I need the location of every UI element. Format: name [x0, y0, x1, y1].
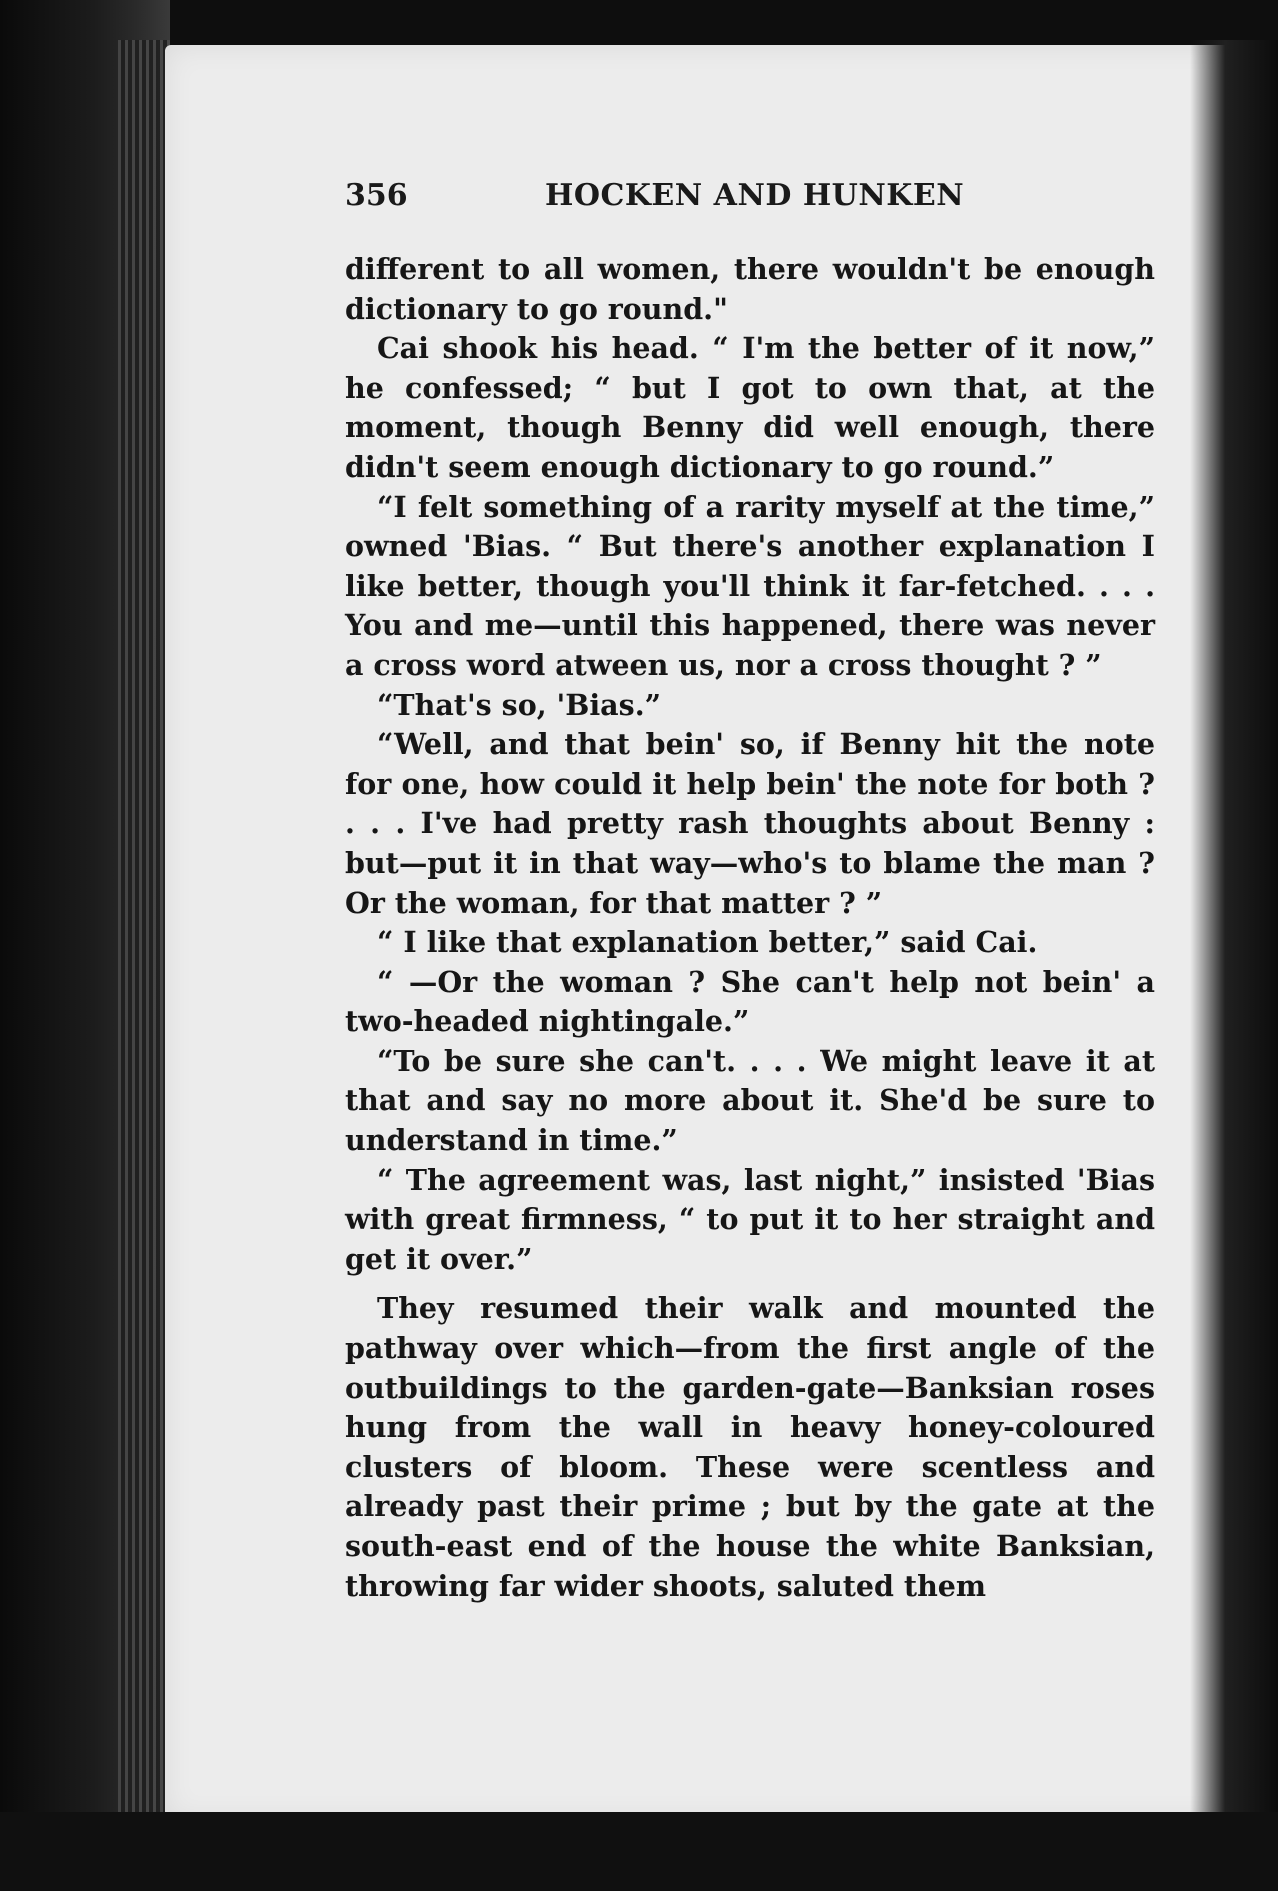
- body-text: [345, 250, 1155, 1606]
- paragraph: different to all women, there wouldn't be enough dictionary to go round.": [345, 252, 1155, 326]
- binding-page-edges: [118, 40, 170, 1820]
- paragraph: “ I like that explanation better,” said Cai.: [377, 925, 1038, 960]
- paragraph: “ —Or the woman ? She can't help not bein' a two-headed nightingale.”: [345, 964, 1155, 1039]
- running-head: HOCKEN AND HUNKEN: [545, 178, 965, 213]
- scan-right-shadow: [1190, 40, 1278, 1891]
- paragraph: “ The agreement was, last night,” insisted 'Bias with great firmness, “ to put it to her straight and get it over.”: [345, 1162, 1155, 1276]
- paragraph: “I felt something of a rarity myself at the time,” owned 'Bias. “ But there's another explanation I like better, though you'll think it far-fetched. . . . You and me—until this happened, there was never a cross word atween us, nor a cross thought ? ”: [345, 489, 1155, 682]
- scan-bottom-border: [0, 1812, 1278, 1891]
- paragraph: They resumed their walk and mounted the pathway over which—from the first angle of the outbuildings to the garden-gate—Banksian roses hung from the wall in heavy honey-coloured clusters of bloom. These were scentless and already past their prime ; but by the gate at the south-east end of the house the white Banksian, throwing far wider shoots, saluted them: [345, 1291, 1155, 1603]
- page-number: 356: [345, 178, 408, 213]
- paragraph: Cai shook his head. “ I'm the better of it now,” he confessed; “ but I got to own that, at the moment, though Benny did well enough, there didn't seem enough dictionary to go round.”: [345, 331, 1155, 484]
- paragraph: “That's so, 'Bias.”: [377, 687, 662, 722]
- paragraph: “To be sure she can't. . . . We might leave it at that and say no more about it. She'd be sure to understand in time.”: [345, 1043, 1155, 1158]
- paragraph: “Well, and that bein' so, if Benny hit the note for one, how could it help bein' the note for both ? . . . I've had pretty rash thoughts about Benny : but—put it in that way—who's to blame the man ? Or the woman, for that matter ? ”: [345, 727, 1155, 920]
- page-header: [345, 170, 975, 220]
